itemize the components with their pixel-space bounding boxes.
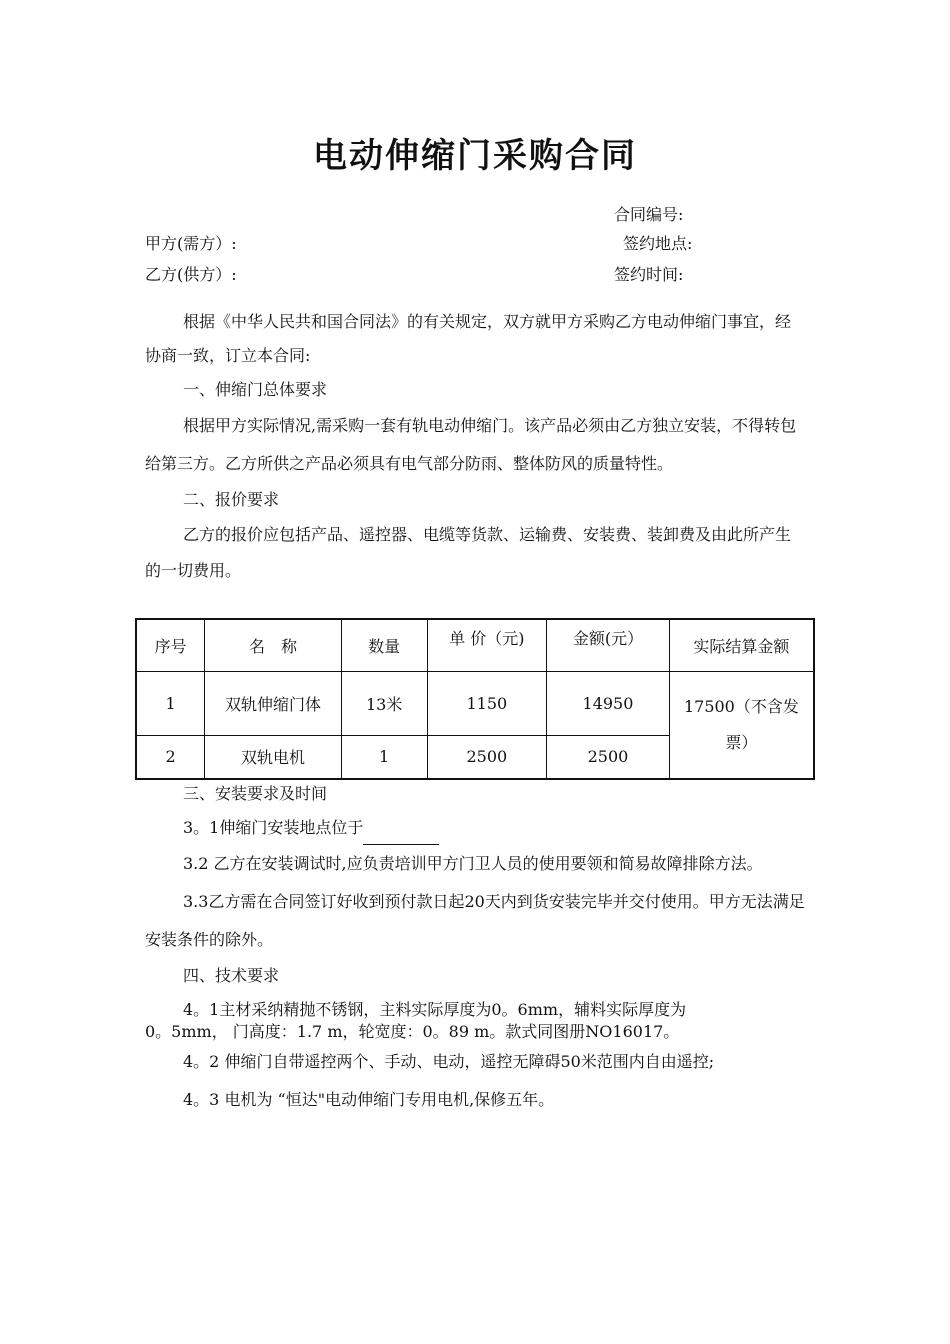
header-cell: 金额(元） — [547, 619, 670, 671]
intro-paragraph: 根据《中华人民共和国合同法》的有关规定，双方就甲方采购乙方电动伸缩门事宜，经协商一致，订立本合同: — [145, 312, 792, 365]
table-cell: 1 — [341, 735, 427, 779]
section4-item1-line2: 0。5mm， 门高度：1.7 m，轮宽度：0。89 m。款式同图册NO16017。 — [145, 1022, 680, 1041]
table-cell: 2500 — [547, 735, 670, 779]
table-cell: 双轨电机 — [205, 735, 342, 779]
table-cell: 14950 — [547, 671, 670, 735]
party-b-label: 乙方(供方）: — [145, 265, 237, 284]
table-cell: 2 — [136, 735, 205, 779]
header-cell: 序号 — [136, 619, 205, 671]
table-cell: 13米 — [341, 671, 427, 735]
contract-body-bottom — [145, 777, 805, 1119]
table-cell: 1150 — [427, 671, 547, 735]
section3-item1 — [145, 811, 805, 845]
contract-body-top — [145, 305, 805, 589]
sign-place-label: 签约地点: — [623, 234, 693, 253]
section3-item3: 3.3乙方需在合同签订好收到预付款日起20天内到货安装完毕并交付使用。甲方无法满足安装条件的除外。 — [145, 892, 805, 949]
header-cell: 数量 — [341, 619, 427, 671]
section3-item2: 3.2 乙方在安装调试时,应负责培训甲方门卫人员的使用要领和简易故障排除方法。 — [183, 854, 763, 873]
section4-item3: 4。3 电机为 “恒达"电动伸缩门专用电机,保修五年。 — [183, 1090, 555, 1109]
header-cell: 单 价（元) — [427, 619, 547, 671]
install-location-blank — [363, 828, 439, 845]
settlement-cell: 17500（不含发票） — [669, 671, 814, 779]
section4-item1-line1: 4。1主材采纳精抛不锈钢，主料实际厚度为0。6mm，辅料实际厚度为 — [183, 1000, 687, 1019]
section1-heading: 一、伸缩门总体要求 — [183, 380, 328, 399]
sign-time-label: 签约时间: — [614, 265, 684, 284]
table-row — [136, 671, 814, 735]
table-cell: 1 — [136, 671, 205, 735]
section4-item2: 4。2 伸缩门自带遥控两个、手动、电动，遥控无障碍50米范围内自由遥控; — [183, 1052, 715, 1071]
section3-item1-text: 3。1伸缩门安装地点位于 — [183, 818, 364, 837]
section2-body: 乙方的报价应包括产品、遥控器、电缆等货款、运输费、安装费、装卸费及由此所产生的一切费用。 — [145, 525, 792, 580]
contract-number-label: 合同编号: — [614, 205, 684, 224]
section3-heading: 三、安装要求及时间 — [183, 784, 328, 803]
table-cell: 双轨伸缩门体 — [205, 671, 342, 735]
header-cell: 实际结算金额 — [669, 619, 814, 671]
party-a-label: 甲方(需方）: — [145, 234, 237, 253]
section2-heading: 二、报价要求 — [183, 490, 280, 509]
price-table — [135, 618, 815, 780]
section1-body: 根据甲方实际情况,需采购一套有轨电动伸缩门。该产品必须由乙方独立安装，不得转包给第三方。乙方所供之产品必须具有电气部分防雨、整体防风的质量特性。 — [145, 416, 797, 473]
section4-heading: 四、技术要求 — [183, 966, 280, 985]
table-cell: 2500 — [427, 735, 547, 779]
header-cell: 名 称 — [205, 619, 342, 671]
table-header-row — [136, 619, 814, 671]
page-title: 电动伸缩门采购合同 — [313, 136, 637, 176]
